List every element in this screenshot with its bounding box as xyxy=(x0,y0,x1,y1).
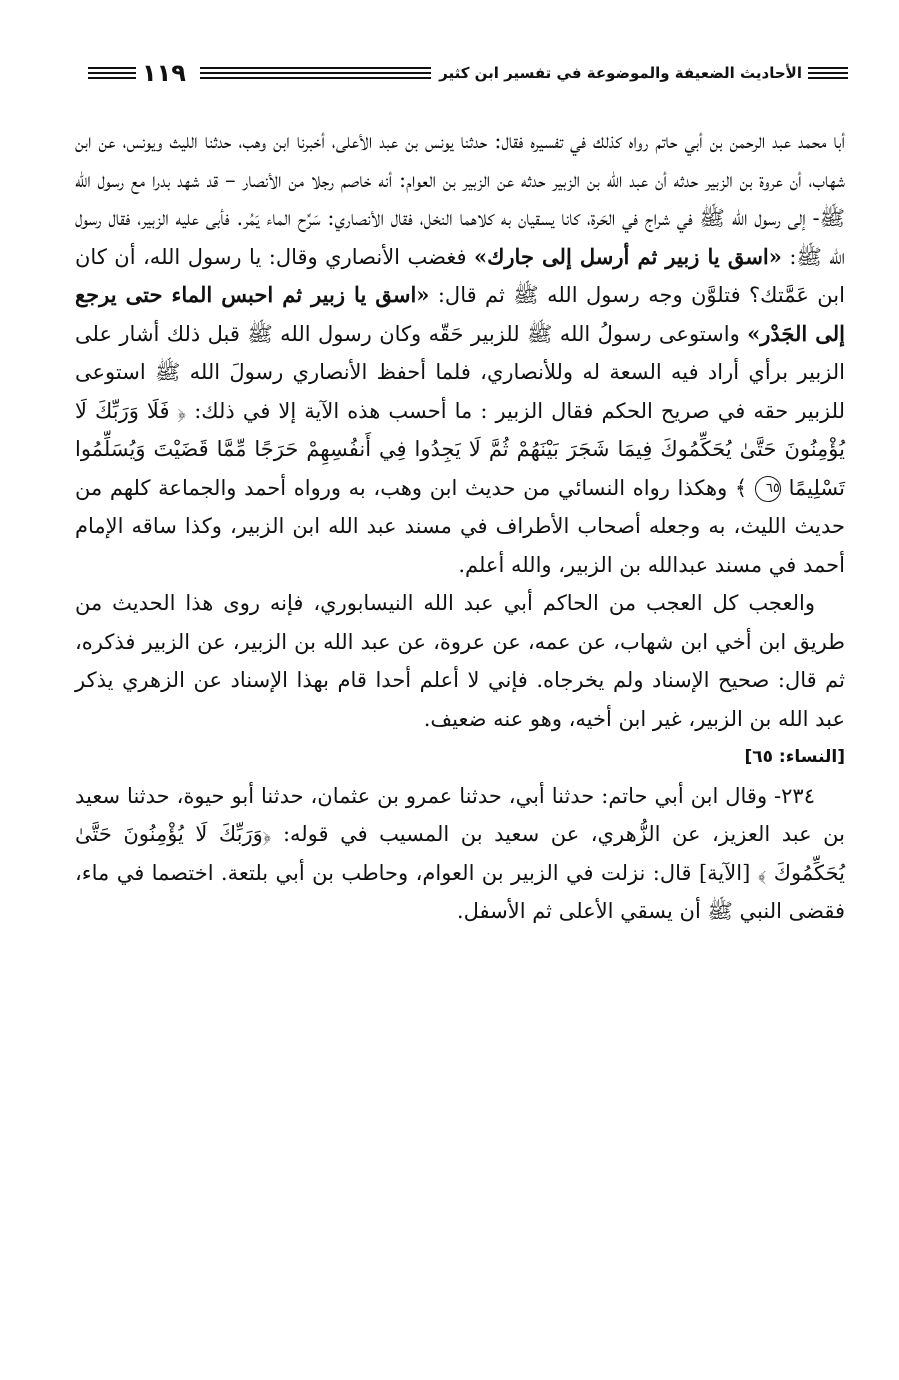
paragraph-1-text-2: فغضب الأنصاري وقال: يا رسول الله، أن كان ابن عَمَّتك؟ فتلوَّن وجه رسول الله ﷺ ثم قال: xyxy=(75,244,845,307)
ayah-number-marker: ٦٥ xyxy=(755,476,781,502)
running-header xyxy=(88,58,848,88)
page-number: ١١٩ xyxy=(142,59,186,87)
quran-verse-close: ﴾ xyxy=(734,475,748,500)
paragraph-3 xyxy=(75,777,845,931)
quran-verse: ﴿ فَلَا وَرَبِّكَ لَا يُؤْمِنُونَ حَتَّىٰ يُحَكِّمُوكَ فِيمَا شَجَرَ بَيْنَهُمْ ثُمَّ لَا يَجِدُوا فِي أَنفُسِهِمْ حَرَجًا مِّمَّا قَضَيْتَ وَيُسَلِّمُوا تَسْلِيمًا xyxy=(75,398,845,500)
body-text xyxy=(75,122,845,931)
running-title: الأحاديث الضعيفة والموضوعة في تفسير ابن كثير xyxy=(439,64,802,82)
paragraph-1-text-4: وهكذا رواه النسائي من حديث ابن وهب، به ورواه أحمد والجماعة كلهم من حديث الليث، به وجعله أصحاب الأطراف في مسند عبد الله ابن الزبير، وكذا ساقه الإمام أحمد في مسند عبدالله بن الزبير، والله أعلم. xyxy=(75,475,845,577)
header-rule-left xyxy=(88,67,136,79)
paragraph-1 xyxy=(75,122,845,584)
paragraph-3-text-1: ٢٣٤- وقال ابن أبي حاتم: حدثنا أبي، حدثنا عمرو بن عثمان، حدثنا أبو حيوة، حدثنا سعيد بن عبد العزيز، عن الزُّهري، عن سعيد بن المسيب في قوله: xyxy=(75,783,845,846)
paragraph-3-text-2: [الآية] قال: نزلت في الزبير بن العوام، وحاطب بن أبي بلتعة. اختصما في ماء، فقضى النبي ﷺ أن يسقي الأعلى ثم الأسفل. xyxy=(75,860,845,923)
hadith-quote-2: «اسق يا زبير ثم احبس الماء حتى يرجع إلى الجَدْر» xyxy=(75,282,846,346)
paragraph-1-text-1: أبا محمد عبد الرحمن بن أبي حاتم رواه كذلك في تفسيره فقال: حدثنا يونس بن عبد الأعلى، أخبرنا ابن وهب، حدثنا الليث ويونس، عن ابن شهاب، أن عروة بن الزبير حدثه أن عبد الله بن الزبير حدثه عن الزبير بن العوام: أنه خاصم رجلا من الأنصار – قد شهد بدرا مع رسول الله ﷺ- إلى رسول الله ﷺ في شراج في الحَرة، كانا يسقيان به كلاهما النخل، فقال الأنصاري: سَرِّح الماء يَمُر. فأبى عليه الزبير، فقال رسول الله ﷺ: xyxy=(75,129,845,269)
header-rule-middle xyxy=(200,67,431,79)
paragraph-1-text-3: واستوعى رسولُ الله ﷺ للزبير حَقّه وكان رسول الله ﷺ قبل ذلك أشار على الزبير برأي أراد فيه السعة له وللأنصاري، فلما أحفظ الأنصاري رسولَ الله ﷺ استوعى للزبير حقه في صريح الحكم فقال الزبير : ما أحسب هذه الآية إلا في ذلك: xyxy=(75,321,845,423)
paragraph-2: والعجب كل العجب من الحاكم أبي عبد الله النيسابوري، فإنه روى هذا الحديث من طريق ابن أخي ابن شهاب، عن عمه، عن عروة، عن عبد الله بن الزبير، عن الزبير فذكره، ثم قال: صحيح الإسناد ولم يخرجاه. فإني لا أعلم أحدا قام بهذا الإسناد عن الزهري يذكر عبد الله بن الزبير، غير ابن أخيه، وهو عنه ضعيف. xyxy=(75,591,845,731)
verse-citation: [النساء: ٦٥] xyxy=(744,747,845,767)
header-rule-right xyxy=(808,67,848,79)
hadith-quote-1: «اسق يا زبير ثم أرسل إلى جارك» xyxy=(473,243,782,269)
quran-verse-2: ﴿وَرَبِّكَ لَا يُؤْمِنُونَ حَتَّىٰ يُحَكِّمُوكَ ﴾ xyxy=(75,822,845,885)
